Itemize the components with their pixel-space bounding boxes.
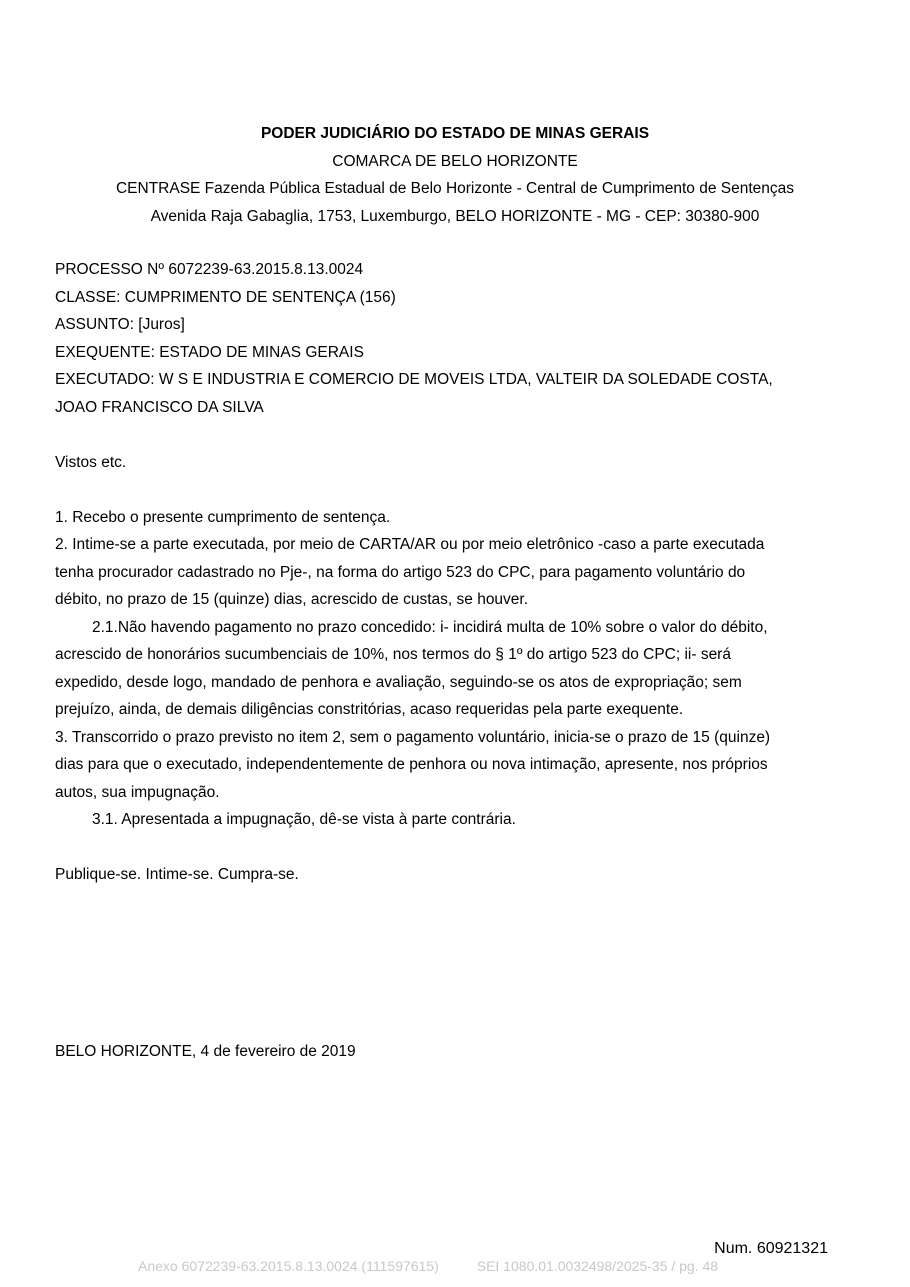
process-number: PROCESSO Nº 6072239-63.2015.8.13.0024 (55, 261, 364, 278)
footer-stamp (138, 1256, 718, 1276)
court-address: Avenida Raja Gabaglia, 1753, Luxemburgo, BELO HORIZONTE - MG - CEP: 30380-900 (150, 207, 760, 225)
decision-line: expedido, desde logo, mandado de penhora e avaliação, seguindo-se os atos de expropriação; sem (55, 673, 742, 691)
case-debtor: EXECUTADO: W S E INDUSTRIA E COMERCIO DE MOVEIS LTDA, VALTEIR DA SOLEDADE COSTA, (55, 371, 773, 388)
court-name: PODER JUDICIÁRIO DO ESTADO DE MINAS GERAIS (260, 125, 650, 142)
annex-reference: Anexo 6072239-63.2015.8.13.0024 (111597615) (138, 1258, 439, 1274)
decision-line: débito, no prazo de 15 (quinze) dias, acrescido de custas, se houver. (55, 591, 529, 608)
case-debtor-continued: JOAO FRANCISCO DA SILVA (55, 398, 264, 416)
document-number: Num. 60921321 (714, 1240, 828, 1257)
document-body (55, 256, 855, 889)
decision-line: 3. Transcorrido o prazo previsto no item 2, sem o pagamento voluntário, inicia-se o prazo de 15 (quinze) (55, 728, 771, 746)
decision-line: 2. Intime-se a parte executada, por meio de CARTA/AR ou por meio eletrônico -caso a parte executada (55, 536, 765, 553)
case-subject: ASSUNTO: [Juros] (55, 316, 185, 333)
decision-line: autos, sua impugnação. (55, 783, 220, 801)
decision-line: prejuízo, ainda, de demais diligências constritórias, acaso requeridas pela parte exequente. (55, 701, 684, 718)
decision-line: tenha procurador cadastrado no Pje-, na forma do artigo 523 do CPC, para pagamento voluntário do (55, 563, 746, 581)
decision-closing: Publique-se. Intime-se. Cumpra-se. (55, 866, 299, 883)
decision-line: acrescido de honorários sucumbenciais de 10%, nos termos do § 1º do artigo 523 do CPC; ii- será (55, 646, 731, 663)
district-name: COMARCA DE BELO HORIZONTE (332, 152, 578, 170)
spacer (55, 834, 855, 862)
decision-opening: Vistos etc. (55, 453, 127, 471)
place-and-date: BELO HORIZONTE, 4 de fevereiro de 2019 (55, 1043, 356, 1060)
spacer (55, 476, 855, 504)
case-class: CLASSE: CUMPRIMENTO DE SENTENÇA (156) (55, 288, 396, 306)
decision-line: 2.1.Não havendo pagamento no prazo concedido: i- incidirá multa de 10% sobre o valor do débito, (92, 618, 768, 636)
sei-reference: SEI 1080.01.0032498/2025-35 / pg. 48 (476, 1258, 719, 1274)
decision-line: 1. Recebo o presente cumprimento de sentença. (55, 508, 391, 526)
decision-line: dias para que o executado, independentemente de penhora ou nova intimação, apresente, nos próprios (55, 756, 768, 773)
case-creditor: EXEQUENTE: ESTADO DE MINAS GERAIS (55, 343, 364, 361)
decision-line: 3.1. Apresentada a impugnação, dê-se vista à parte contrária. (92, 811, 516, 828)
court-unit: CENTRASE Fazenda Pública Estadual de Belo Horizonte - Central de Cumprimento de Sentenças (115, 180, 795, 197)
spacer (55, 421, 855, 449)
document-header (0, 120, 910, 230)
